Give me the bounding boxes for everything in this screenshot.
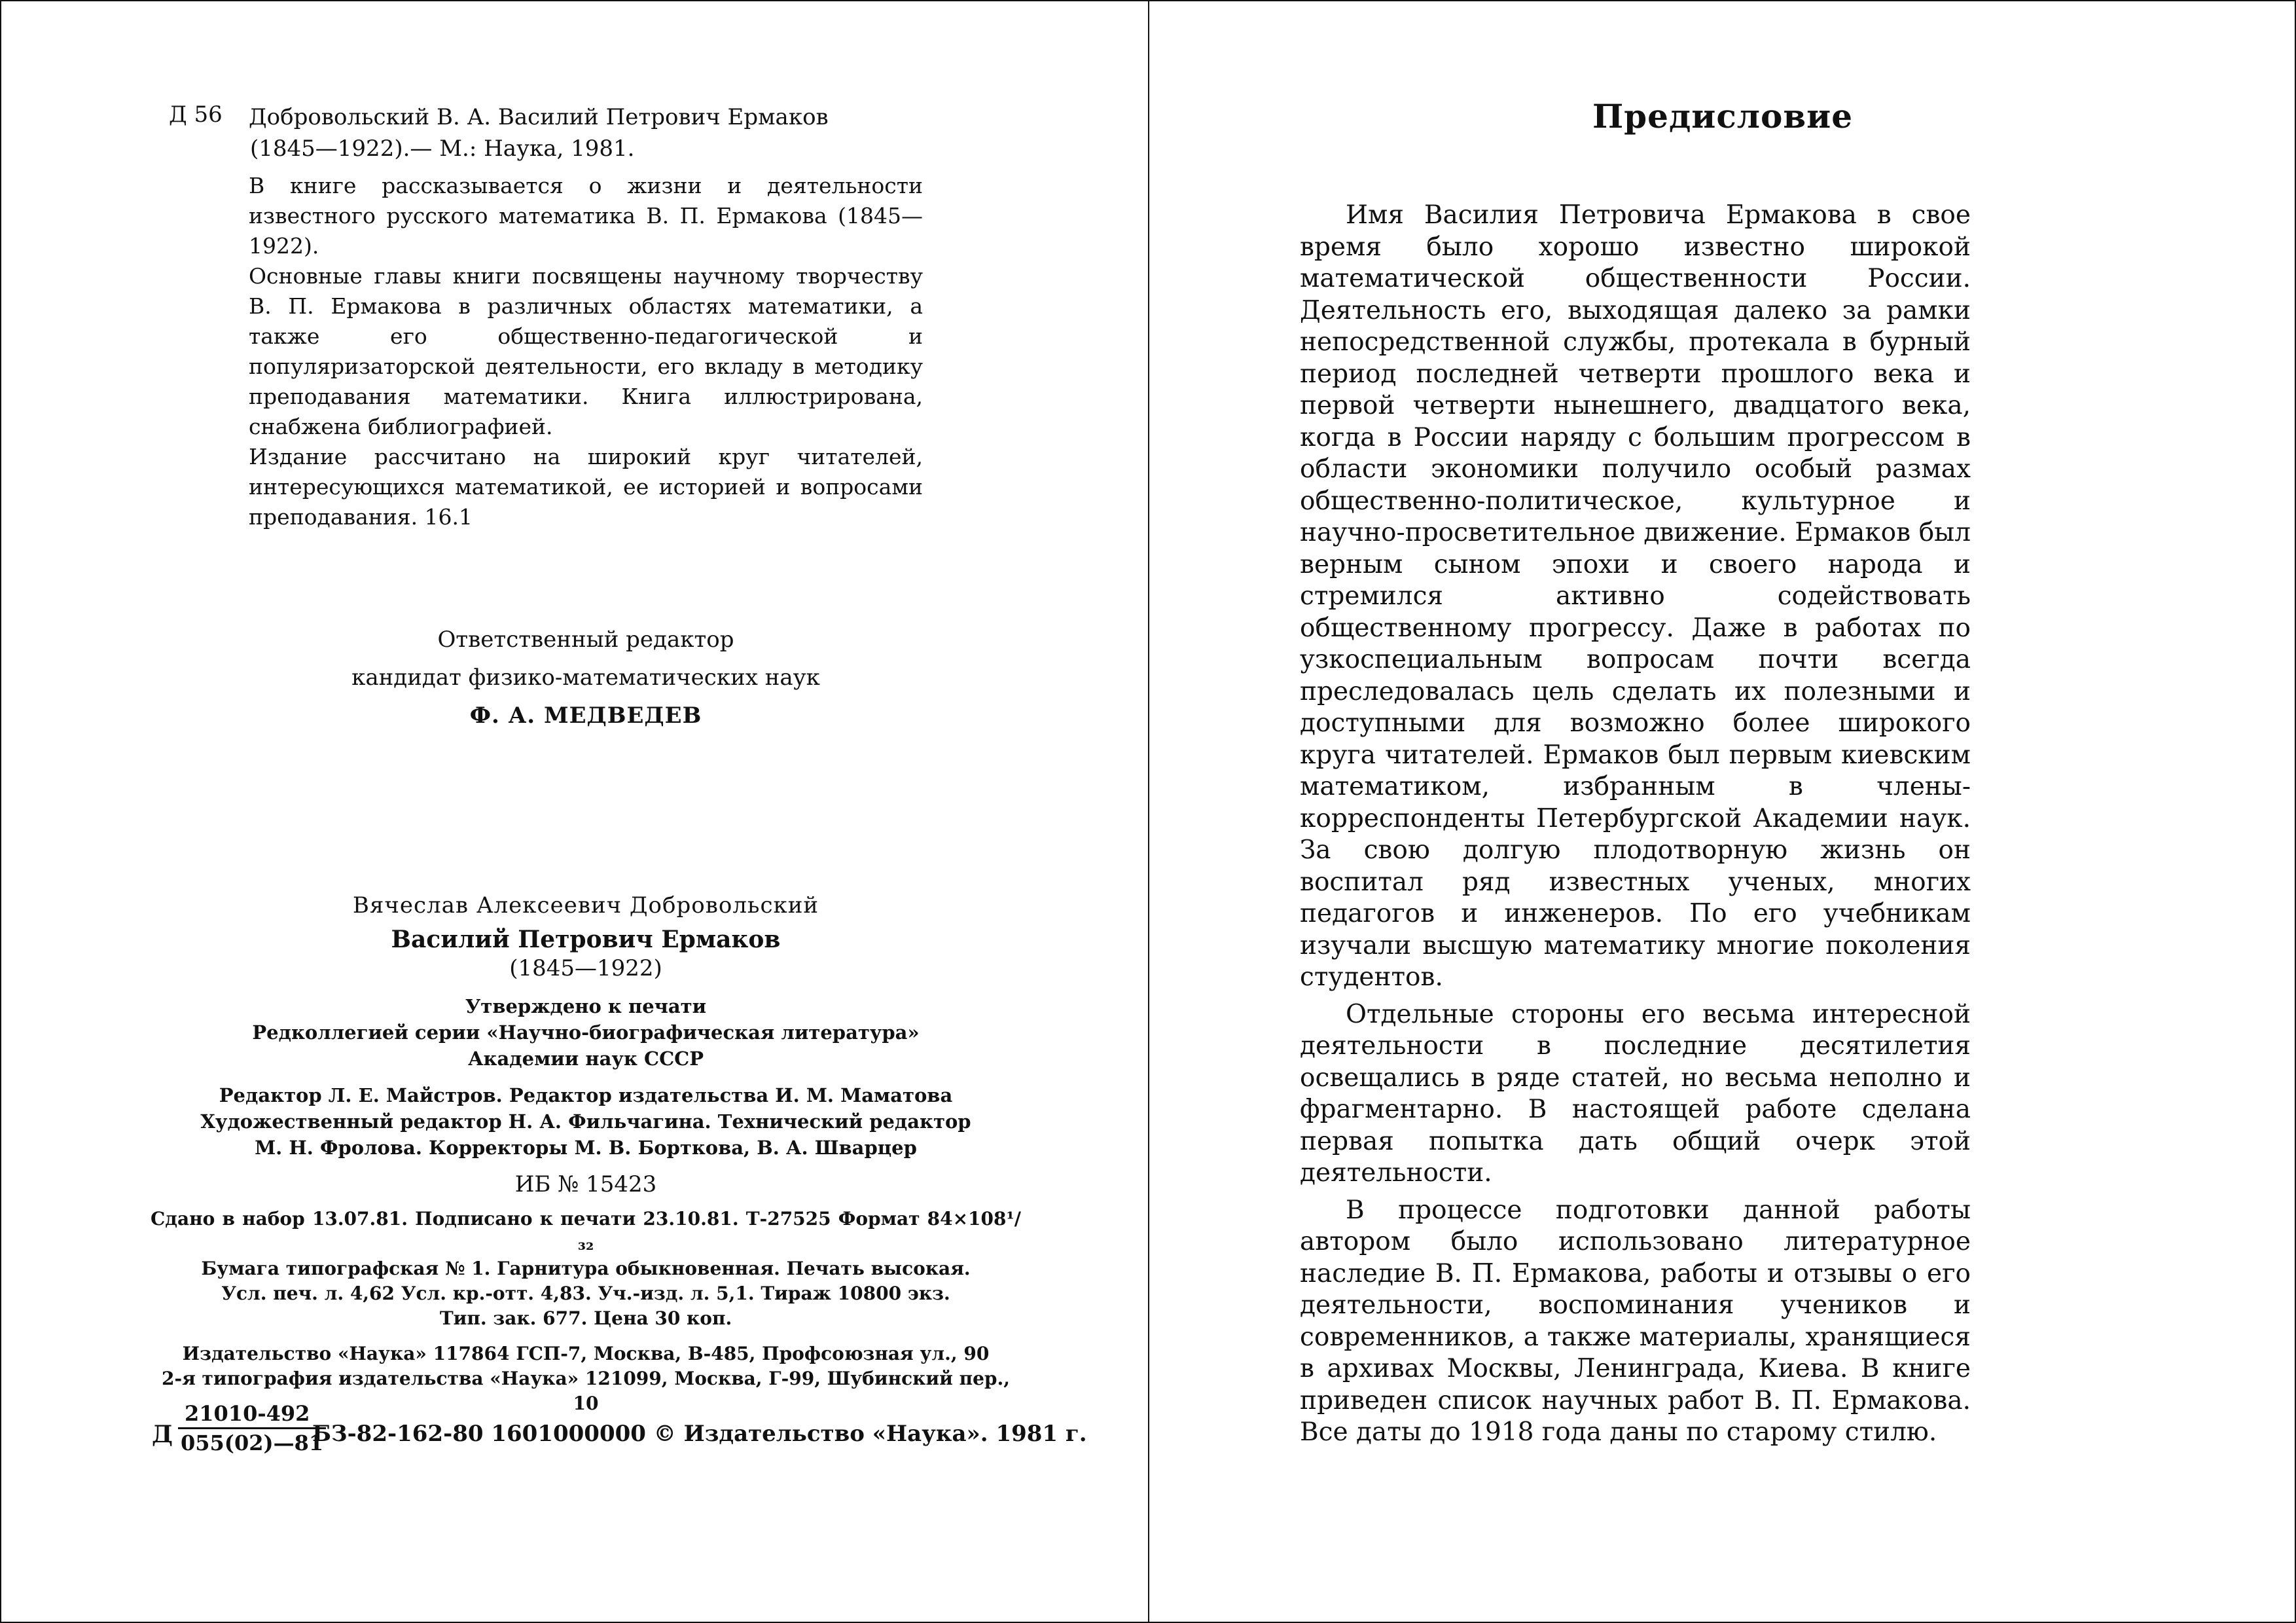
code-fraction xyxy=(178,1401,326,1455)
catalog-para-3: Издание рассчитано на широкий круг читателей, интересующихся математикой, ее историей и вопросами преподавания. 16.1 xyxy=(249,444,923,530)
print-line-3: Усл. печ. л. 4,62 Усл. кр.-отт. 4,83. Уч.-изд. л. 5,1. Тираж 10800 экз. xyxy=(221,1283,950,1304)
catalog-para-1: В книге рассказывается о жизни и деятельности известного русского математика В. П. Ермакова (1845—1922). xyxy=(249,173,923,259)
code-denominator: 055(02)—81 xyxy=(181,1431,324,1455)
approval-line-1: Утверждено к печати xyxy=(465,995,707,1017)
print-line-4: Тип. зак. 677. Цена 30 коп. xyxy=(439,1307,732,1329)
imprint-staff xyxy=(151,1082,1021,1161)
approval-line-2: Редколлегией серии «Научно-биографическая литература» xyxy=(252,1021,920,1044)
catalog-header-line2: (1845—1922).— М.: Наука, 1981. xyxy=(250,136,635,162)
preface-paragraph-2: Отдельные стороны его весьма интересной деятельности в последние десятилетия освещались в ряде статей, но весьма неполно и фрагментарно. В настоящей работе сделана первая попытка дать общий очерк этой деятельности. xyxy=(1300,999,1971,1188)
imprint-ib-number: ИБ № 15423 xyxy=(514,1171,657,1197)
right-page xyxy=(1149,0,2296,1623)
catalog-header-line1: Добровольский В. А. Василий Петрович Ермаков xyxy=(249,104,829,130)
editor-name: Ф. А. МЕДВЕДЕВ xyxy=(469,702,702,729)
imprint-years: (1845—1922) xyxy=(509,955,662,981)
catalog-code: Д 56 xyxy=(169,101,223,128)
editor-role: Ответственный редактор xyxy=(437,627,734,653)
staff-line-2: Художественный редактор Н. А. Фильчагина. Технический редактор xyxy=(200,1110,971,1133)
code-rest: БЗ-82-162-80 1601000000 © Издательство «Наука». 1981 г. xyxy=(312,1421,1087,1447)
imprint-print-details xyxy=(151,1207,1021,1331)
imprint-approval xyxy=(151,993,1021,1072)
imprint-block xyxy=(151,887,1021,1416)
preface-text xyxy=(1300,200,1971,1449)
catalog-para-2: Основные главы книги посвящены научному творчеству В. П. Ермакова в различных областях математики, а также его общественно-педагогической и популяризаторской деятельности, его вкладу в методику преподавания математики. Книга иллюстрирована, снабжена библиографией. xyxy=(249,263,923,439)
staff-line-1: Редактор Л. Е. Майстров. Редактор издательства И. М. Маматова xyxy=(219,1084,953,1106)
preface-paragraph-3: В процессе подготовки данной работы автором было использовано литературное наследие В. П. Ермакова, работы и отзывы о его деятельности, воспоминания учеников и современников, а также материалы, хранящиеся в архивах Москвы, Ленинграда, Киева. В книге приведен список научных работ В. П. Ермакова. Все даты до 1918 года даны по старому стилю. xyxy=(1300,1195,1971,1447)
responsible-editor xyxy=(249,621,923,735)
publisher-line-1: Издательство «Наука» 117864 ГСП-7, Москва, В-485, Профсоюзная ул., 90 xyxy=(182,1343,990,1364)
catalog-entry xyxy=(249,101,923,532)
staff-line-3: М. Н. Фролова. Корректоры М. В. Борткова, В. А. Шварцер xyxy=(255,1137,917,1159)
catalog-annotation xyxy=(249,171,923,532)
approval-line-3: Академии наук СССР xyxy=(467,1048,704,1070)
preface-heading: Предисловие xyxy=(1592,97,1854,136)
imprint-author: Вячеслав Алексеевич Добровольский xyxy=(352,892,819,919)
imprint-title: Василий Петрович Ермаков xyxy=(391,926,781,953)
publisher-line-2: 2-я типография издательства «Наука» 121099, Москва, Г-99, Шубинский пер., 10 xyxy=(161,1368,1011,1414)
code-letter: Д xyxy=(152,1421,173,1448)
print-line-1: Сдано в набор 13.07.81. Подписано к печати 23.10.81. Т-27525 Формат 84×108¹/₃₂ xyxy=(151,1208,1021,1254)
editor-degree: кандидат физико-математических наук xyxy=(351,665,820,691)
preface-paragraph-1: Имя Василия Петровича Ермакова в свое время было хорошо известно широкой математической общественности России. Деятельность его, выходящая далеко за рамки непосредственной службы, протекала в бурный период последней четверти прошлого века и первой четверти нынешнего, двадцатого века, когда в России наряду с большим прогрессом в области экономики получило особый размах общественно-политическое, культурное и научно-просветительное движение. Ермаков был верным сыном эпохи и своего народа и стремился активно содействовать общественному прогрессу. Даже в работах по узкоспециальным вопросам почти всегда преследовалась цель сделать их полезными и доступными для возможно более широкого круга читателей. Ермаков был первым киевским математиком, избранным в члены-корреспонденты Петербургской Академии наук. За свою долгую плодотворную жизнь он воспитал ряд известных ученых, многих педагогов и инженеров. По его учебникам изучали высшую математику многие поколения студентов. xyxy=(1300,200,1971,992)
print-line-2: Бумага типографская № 1. Гарнитура обыкновенная. Печать высокая. xyxy=(201,1258,971,1279)
code-numerator: 21010-492 xyxy=(178,1401,326,1429)
